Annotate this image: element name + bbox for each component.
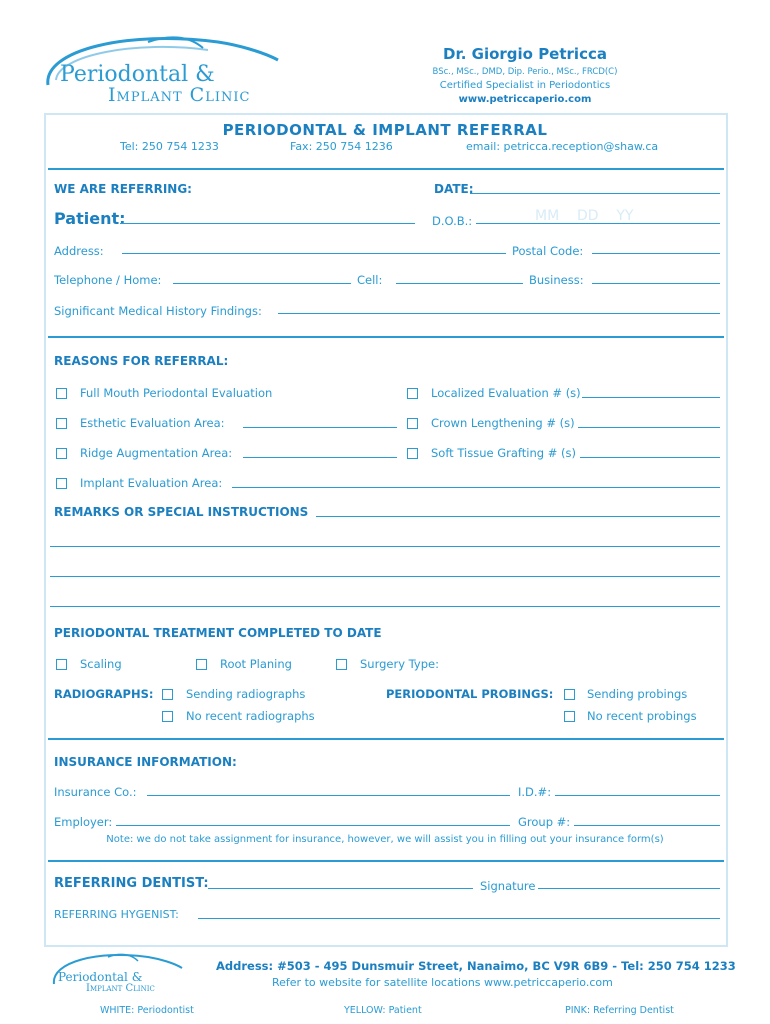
scaling-checkbox[interactable] <box>56 659 67 670</box>
group-field[interactable] <box>574 825 720 826</box>
remarks-line[interactable] <box>50 576 720 577</box>
ridge-label: Ridge Augmentation Area: <box>80 446 233 460</box>
esthetic-label: Esthetic Evaluation Area: <box>80 416 225 430</box>
copy-yellow: YELLOW: Patient <box>344 1005 422 1016</box>
treatment-heading: PERIODONTAL TREATMENT COMPLETED TO DATE <box>54 626 382 640</box>
cell-field[interactable] <box>396 283 523 284</box>
telephone-field[interactable] <box>173 283 351 284</box>
dob-label: D.O.B.: <box>432 214 473 228</box>
implant-checkbox[interactable] <box>56 478 67 489</box>
postal-code-field[interactable] <box>592 253 720 254</box>
sending-radiographs-label: Sending radiographs <box>186 687 306 701</box>
section-divider <box>48 860 724 862</box>
telephone-label: Telephone / Home: <box>54 273 162 287</box>
section-divider <box>48 336 724 338</box>
no-radiographs-label: No recent radiographs <box>186 709 315 723</box>
surgery-label: Surgery Type: <box>360 657 439 671</box>
copy-white: WHITE: Periodontist <box>100 1005 194 1016</box>
form-frame <box>44 113 728 947</box>
footer-address: Address: #503 - 495 Dunsmuir Street, Nanaimo, BC V9R 6B9 - Tel: 250 754 1233 <box>216 959 736 973</box>
no-probings-checkbox[interactable] <box>564 711 575 722</box>
postal-code-label: Postal Code: <box>512 244 584 258</box>
logo-line-2: Implant Clinic <box>108 84 251 106</box>
full-mouth-label: Full Mouth Periodontal Evaluation <box>80 386 273 400</box>
employer-field[interactable] <box>116 825 510 826</box>
crown-field[interactable] <box>578 427 720 428</box>
remarks-line[interactable] <box>50 546 720 547</box>
insurance-company-field[interactable] <box>147 795 510 796</box>
reasons-heading: REASONS FOR REFERRAL: <box>54 354 229 368</box>
address-label: Address: <box>54 244 104 258</box>
referring-hygenist-label: REFERRING HYGENIST: <box>54 908 179 921</box>
address-field[interactable] <box>122 253 506 254</box>
localized-checkbox[interactable] <box>407 388 418 399</box>
insurance-id-field[interactable] <box>555 795 720 796</box>
insurance-note: Note: we do not take assignment for insurance, however, we will assist you in filling out your insurance form(s) <box>106 834 664 845</box>
dob-placeholder: MM DD YY <box>535 208 634 224</box>
signature-field[interactable] <box>538 888 720 889</box>
soft-tissue-field[interactable] <box>580 457 720 458</box>
referring-dentist-label: REFERRING DENTIST: <box>54 876 209 891</box>
surgery-checkbox[interactable] <box>336 659 347 670</box>
business-field[interactable] <box>592 283 720 284</box>
ridge-field[interactable] <box>243 457 397 458</box>
employer-label: Employer: <box>54 815 113 829</box>
footer-refer: Refer to website for satellite locations www.petriccaperio.com <box>272 976 613 989</box>
medical-history-field[interactable] <box>278 313 720 314</box>
we-are-referring-label: WE ARE REFERRING: <box>54 182 192 196</box>
referring-hygenist-field[interactable] <box>198 918 720 919</box>
logo-line-1: Periodontal & <box>60 62 215 87</box>
radiographs-label: RADIOGRAPHS: <box>54 687 154 701</box>
insurance-heading: INSURANCE INFORMATION: <box>54 755 237 769</box>
section-divider <box>48 168 724 170</box>
footer-logo-line-1: Periodontal & <box>58 970 143 984</box>
probings-label: PERIODONTAL PROBINGS: <box>386 687 554 701</box>
date-field[interactable] <box>470 193 720 194</box>
esthetic-checkbox[interactable] <box>56 418 67 429</box>
patient-name-field[interactable] <box>120 223 415 224</box>
soft-tissue-checkbox[interactable] <box>407 448 418 459</box>
implant-field[interactable] <box>232 487 720 488</box>
remarks-line[interactable] <box>50 606 720 607</box>
clinic-fax: Fax: 250 754 1236 <box>290 140 393 153</box>
insurance-company-label: Insurance Co.: <box>54 785 137 799</box>
sending-probings-label: Sending probings <box>587 687 688 701</box>
medical-history-label: Significant Medical History Findings: <box>54 304 262 318</box>
localized-field[interactable] <box>582 397 720 398</box>
insurance-id-label: I.D.#: <box>518 785 552 799</box>
implant-label: Implant Evaluation Area: <box>80 476 223 490</box>
clinic-website[interactable]: www.petriccaperio.com <box>458 94 592 105</box>
crown-checkbox[interactable] <box>407 418 418 429</box>
business-label: Business: <box>529 273 584 287</box>
no-radiographs-checkbox[interactable] <box>162 711 173 722</box>
crown-label: Crown Lengthening # (s) <box>431 416 575 430</box>
scaling-label: Scaling <box>80 657 122 671</box>
remarks-field[interactable] <box>316 516 720 517</box>
localized-label: Localized Evaluation # (s) <box>431 386 581 400</box>
group-label: Group #: <box>518 815 571 829</box>
no-probings-label: No recent probings <box>587 709 697 723</box>
sending-radiographs-checkbox[interactable] <box>162 689 173 700</box>
ridge-checkbox[interactable] <box>56 448 67 459</box>
doctor-specialty: Certified Specialist in Periodontics <box>439 80 611 91</box>
signature-label: Signature <box>480 879 536 893</box>
root-planing-label: Root Planing <box>220 657 292 671</box>
form-title: PERIODONTAL & IMPLANT REFERRAL <box>222 121 548 139</box>
section-divider <box>48 738 724 740</box>
doctor-name: Dr. Giorgio Petricca <box>443 45 607 63</box>
copy-pink: PINK: Referring Dentist <box>565 1005 674 1016</box>
doctor-credentials: BSc., MSc., DMD, Dip. Perio., MSc., FRCD(C) <box>432 67 618 77</box>
footer-logo-line-2: Implant Clinic <box>86 983 155 994</box>
clinic-tel: Tel: 250 754 1233 <box>120 140 219 153</box>
cell-label: Cell: <box>357 273 383 287</box>
referring-dentist-field[interactable] <box>208 888 473 889</box>
root-planing-checkbox[interactable] <box>196 659 207 670</box>
clinic-email[interactable]: email: petricca.reception@shaw.ca <box>466 140 659 153</box>
remarks-heading: REMARKS OR SPECIAL INSTRUCTIONS <box>54 505 309 519</box>
date-label: DATE: <box>434 182 474 196</box>
patient-label: Patient: <box>54 209 126 228</box>
esthetic-field[interactable] <box>243 427 397 428</box>
full-mouth-checkbox[interactable] <box>56 388 67 399</box>
soft-tissue-label: Soft Tissue Grafting # (s) <box>431 446 576 460</box>
sending-probings-checkbox[interactable] <box>564 689 575 700</box>
